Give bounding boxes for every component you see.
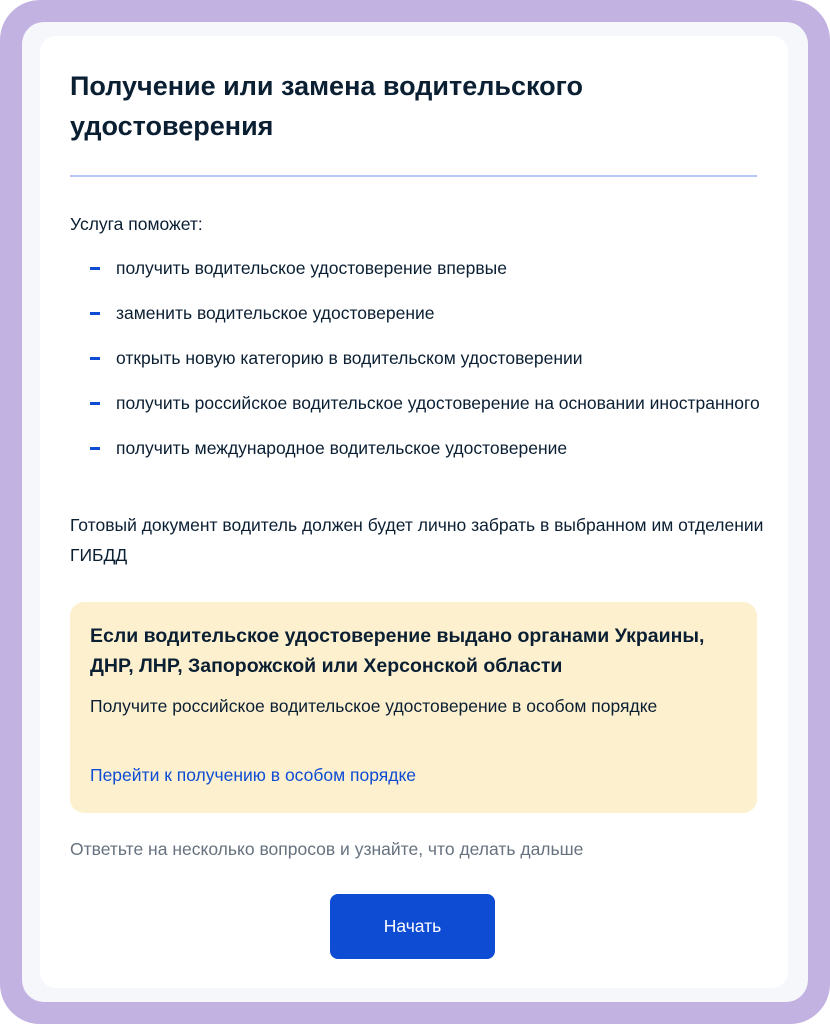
special-order-link[interactable]: Перейти к получению в особом порядке	[90, 765, 417, 785]
questions-hint: Ответьте на несколько вопросов и узнайте, что делать дальше	[70, 839, 584, 859]
benefit-item	[70, 297, 760, 329]
benefit-item	[70, 342, 760, 374]
benefit-item	[70, 252, 760, 284]
dash-bullet-icon	[90, 312, 100, 315]
benefit-text: открыть новую категорию в водительском удостоверении	[116, 348, 583, 368]
benefit-text: получить международное водительское удостоверение	[116, 438, 568, 458]
notice-text: Получите российское водительское удостоверение в особом порядке	[90, 696, 658, 716]
start-button[interactable]: Начать	[330, 894, 495, 959]
divider	[70, 175, 757, 177]
benefit-text: получить водительское удостоверение впервые	[116, 258, 507, 278]
notice-title: Если водительское удостоверение выдано органами Украины, ДНР, ЛНР, Запорожской или Херсонской области	[90, 625, 705, 677]
benefit-item	[70, 387, 760, 419]
dash-bullet-icon	[90, 402, 100, 405]
benefits-list	[70, 252, 760, 477]
benefit-text: получить российское водительское удостоверение на основании иностранного	[116, 393, 760, 413]
special-order-notice	[70, 602, 757, 813]
service-intro: Услуга поможет:	[70, 214, 203, 234]
dash-bullet-icon	[90, 267, 100, 270]
page-title: Получение или замена водительского удостоверения	[70, 71, 584, 141]
pickup-info-text: Готовый документ водитель должен будет лично забрать в выбранном им отделении ГИБДД	[70, 515, 764, 565]
dash-bullet-icon	[90, 447, 100, 450]
benefit-item	[70, 432, 760, 464]
service-card	[40, 36, 788, 988]
dash-bullet-icon	[90, 357, 100, 360]
benefit-text: заменить водительское удостоверение	[116, 303, 435, 323]
